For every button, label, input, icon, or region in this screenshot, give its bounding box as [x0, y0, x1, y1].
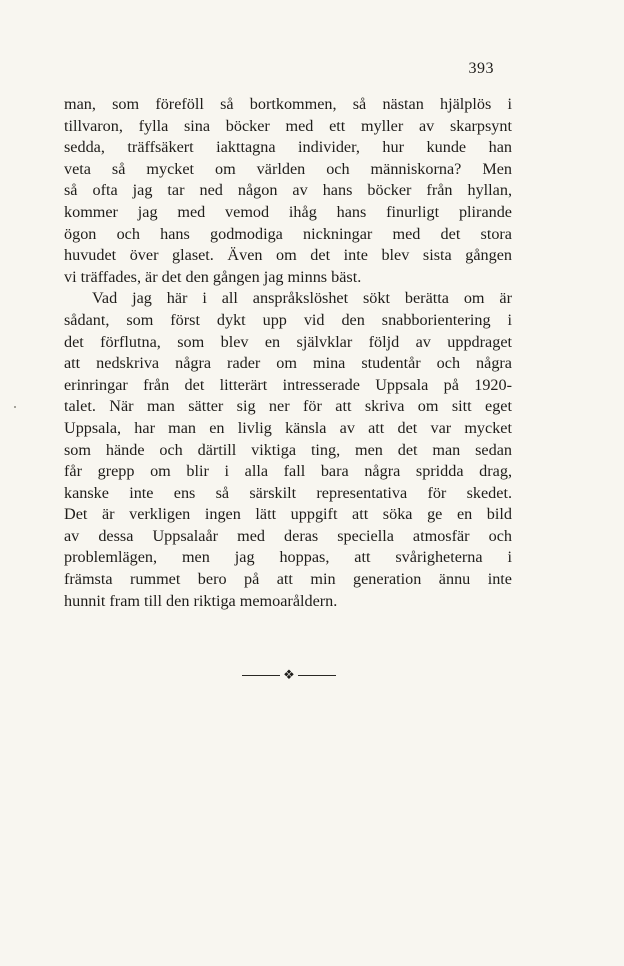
text-line: huvudet över glaset. Även om det inte blev sista gången — [64, 246, 512, 265]
text-line: problemlägen, men jag hoppas, att svårigheterna i — [64, 548, 512, 567]
text-line: av dessa Uppsalaår med deras speciella atmosfär och — [64, 526, 512, 545]
text-line: Uppsala, har man en livlig känsla av att det var mycket — [64, 418, 512, 437]
text-line: främsta rummet bero på att min generation ännu inte — [64, 570, 512, 589]
text-line: kanske inte ens så särskilt representativa för skedet. — [64, 483, 512, 502]
paragraph-end-line: vi träffades, är det den gången jag minns bäst. — [64, 267, 362, 286]
ornament-rule-right — [298, 675, 336, 676]
text-line: tillvaron, fylla sina böcker med ett myller av skarpsynt — [64, 116, 512, 135]
text-line: veta så mycket om världen och människorna? Men — [64, 159, 512, 178]
text-line: kommer jag med vemod ihåg hans finurligt plirande — [64, 202, 512, 221]
text-line: sedda, träffsäkert iakttagna individer, hur kunde han — [64, 138, 512, 157]
paragraph-end-line: hunnit fram till den riktiga memoaråldern. — [64, 591, 338, 610]
text-line: så ofta jag tar ned någon av hans böcker från hyllan, — [64, 181, 512, 200]
fleuron-icon: ❖ — [283, 667, 295, 682]
text-line: som hände och därtill viktiga ting, men det man sedan — [64, 440, 512, 459]
paragraph-start-line: Vad jag här i all anspråkslöshet sökt berätta om är — [92, 289, 512, 308]
text-line: man, som föreföll så bortkommen, så nästan hjälplös i — [64, 95, 512, 113]
text-line: sådant, som först dykt upp vid den snabborientering i — [64, 310, 512, 329]
text-line: att nedskriva några rader om mina studentår och några — [64, 354, 512, 373]
ornament-rule-left — [242, 675, 280, 676]
paper-speck — [14, 406, 16, 408]
page-number: 393 — [468, 60, 494, 77]
text-line: talet. När man sätter sig ner för att skriva om sitt eget — [64, 397, 512, 416]
text-line: det förflutna, som blev en självklar följd av uppdraget — [64, 332, 512, 351]
body-text — [64, 94, 512, 612]
text-line: erinringar från det litterärt intresserade Uppsala på 1920- — [64, 375, 512, 394]
section-ornament — [242, 668, 336, 682]
text-line: Det är verkligen ingen lätt uppgift att söka ge en bild — [64, 505, 512, 524]
text-line: får grepp om blir i alla fall bara några spridda drag, — [64, 462, 512, 481]
text-line: ögon och hans godmodiga nickningar med det stora — [64, 224, 512, 243]
